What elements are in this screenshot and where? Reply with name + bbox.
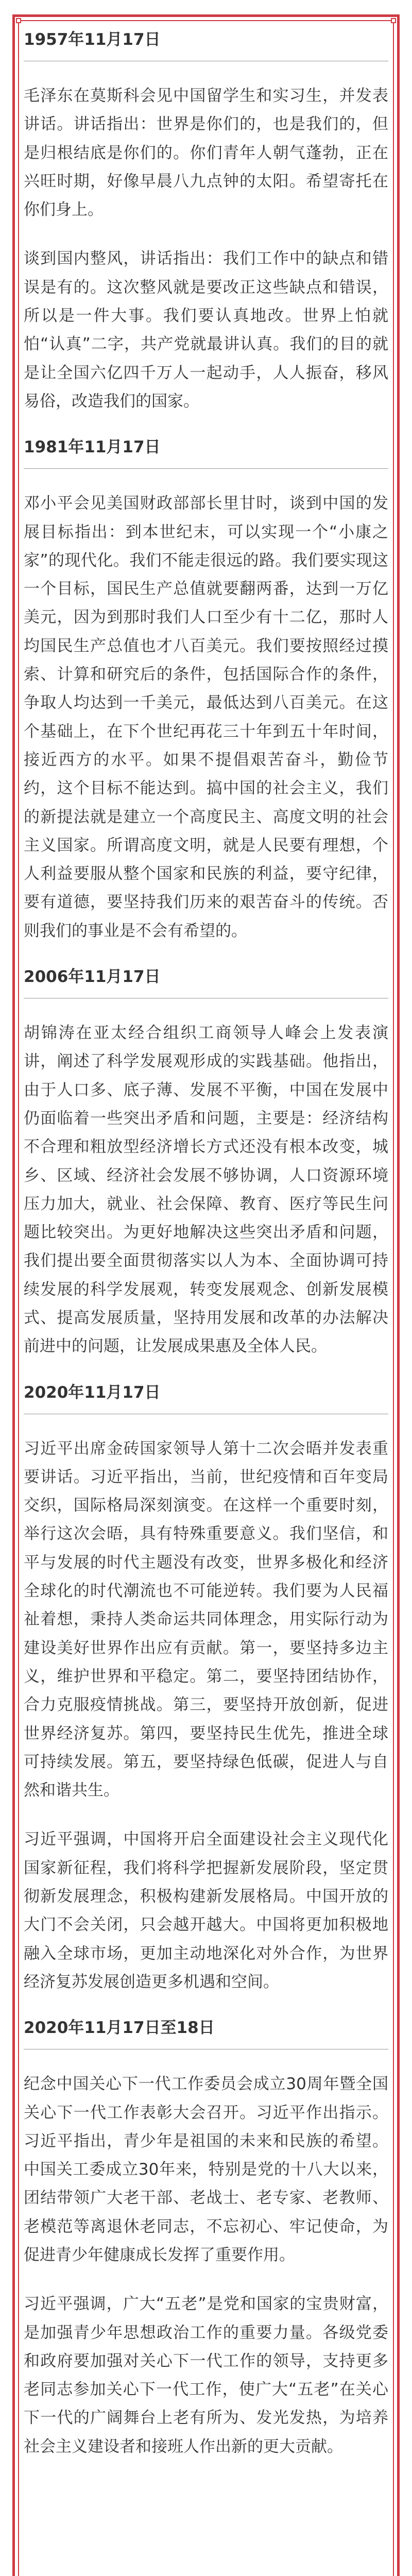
paragraph: 习近平出席金砖国家领导人第十二次会晤并发表重要讲话。习近平指出，当前，世纪疫情和百年变局交织，国际格局深刻演变。在这样一个重要时刻，举行这次会晤，具有特殊重要意义。我们坚信，和平与发展的时代主题没有改变，世界多极化和经济全球化的时代潮流也不可能逆转。我们要为人民福祉着想，秉持人类命运共同体理念，用实际行动为建设美好世界作出应有贡献。第一，要坚持多边主义，维护世界和平稳定。第二，要坚持团结协作，合力克服疫情挑战。第三，要坚持开放创新，促进世界经济复苏。第四，要坚持民生优先，推进全球可持续发展。第五，要坚持绿色低碳，促进人与自然和谐共生。 [24, 1439, 388, 1800]
section-date: 1957年11月17日 [24, 30, 161, 49]
section-date: 2020年11月17日 [24, 1383, 161, 1402]
section-date: 2020年11月17日至18日 [24, 2019, 215, 2038]
section-divider [24, 468, 388, 469]
section-1957 [24, 29, 388, 416]
section-date: 1981年11月17日 [24, 438, 161, 457]
paragraph: 纪念中国关心下一代工作委员会成立30周年暨全国关心下一代工作表彰大会召开。习近平作出指示。习近平指出，青少年是祖国的未来和民族的希望。中国关工委成立30年来，特别是党的十八大以来，团结带领广大老干部、老战士、老专家、老教师、老模范等离退休老同志，不忘初心、牢记使命，为促进青少年健康成长发挥了重要作用。 [24, 2075, 388, 2264]
section-2020-17-18 [24, 2017, 388, 2461]
section-2006 [24, 966, 388, 1361]
paragraph: 习近平强调，广大“五老”是党和国家的宝贵财富，是加强青少年思想政治工作的重要力量。各级党委和政府要加强对关心下一代工作的领导，支持更多老同志参加关心下一代工作，使广大“五老”在关心下一代的广阔舞台上老有所为、发光发热，为培养社会主义建设者和接班人作出新的更大贡献。 [24, 2295, 388, 2456]
corner-ornament-top-right [391, 18, 396, 23]
paragraph: 习近平强调，中国将开启全面建设社会主义现代化国家新征程，我们将科学把握新发展阶段，坚定贯彻新发展理念，积极构建新发展格局。中国开放的大门不会关闭，只会越开越大。中国将更加积极地融入全球市场，更加主动地深化对外合作，为世界经济复苏发展创造更多机遇和空间。 [24, 1830, 388, 1991]
section-date: 2006年11月17日 [24, 968, 161, 987]
section-1981 [24, 436, 388, 945]
paragraph: 胡锦涛在亚太经合组织工商领导人峰会上发表演讲，阐述了科学发展观形成的实践基础。他指出，由于人口多、底子薄、发展不平衡，中国在发展中仍面临着一些突出矛盾和问题，主要是：经济结构不合理和粗放型经济增长方式还没有根本改变，城乡、区域、经济社会发展不够协调，人口资源环境压力加大，就业、社会保障、教育、医疗等民生问题比较突出。为更好地解决这些突出矛盾和问题，我们提出要全面贯彻落实以人为本、全面协调可持续发展的科学发展观，转变发展观念、创新发展模式、提高发展质量，坚持用发展和改革的办法解决前进中的问题，让发展成果惠及全体人民。 [24, 1024, 388, 1356]
corner-ornament-top-left [16, 18, 21, 23]
article-body [24, 29, 388, 2576]
paragraph: 邓小平会见美国财政部部长里甘时，谈到中国的发展目标指出：到本世纪末，可以实现一个“小康之家”的现代化。我们不能走很远的路。我们要实现这一个目标，国民生产总值就要翻两番，达到一万亿美元，因为到那时我们人口至少有十二亿，那时人均国民生产总值也才八百美元。我们要按照经过摸索、计算和研究后的条件，包括国际合作的条件，争取人均达到一千美元，最低达到八百美元。在这个基础上，在下个世纪再花三十年到五十年时间，接近西方的水平。如果不提倡艰苦奋斗，勤俭节约，这个目标不能达到。搞中国的社会主义，我们的新提法就是建立一个高度民主、高度文明的社会主义国家。所谓高度文明，就是人民要有理想，个人利益要服从整个国家和民族的利益，要守纪律，要有道德，要坚持我们历来的艰苦奋斗的传统。否则我们的事业是不会有希望的。 [24, 494, 388, 940]
paragraph: 谈到国内整风，讲话指出：我们工作中的缺点和错误是有的。这次整风就是要改正这些缺点和错误，所以是一件大事。我们要认真地改。世界上怕就怕“认真”二字，共产党就最讲认真。我们的目的就是让全国六亿四千万人一起动手，人人振奋，移风易俗，改造我们的国家。 [24, 249, 388, 411]
section-2020 [24, 1382, 388, 1997]
paragraph: 毛泽东在莫斯科会见中国留学生和实习生，并发表讲话。讲话指出：世界是你们的，也是我们的，但是归根结底是你们的。你们青年人朝气蓬勃，正在兴旺时期，好像早晨八九点钟的太阳。希望寄托在你们身上。 [24, 87, 388, 219]
